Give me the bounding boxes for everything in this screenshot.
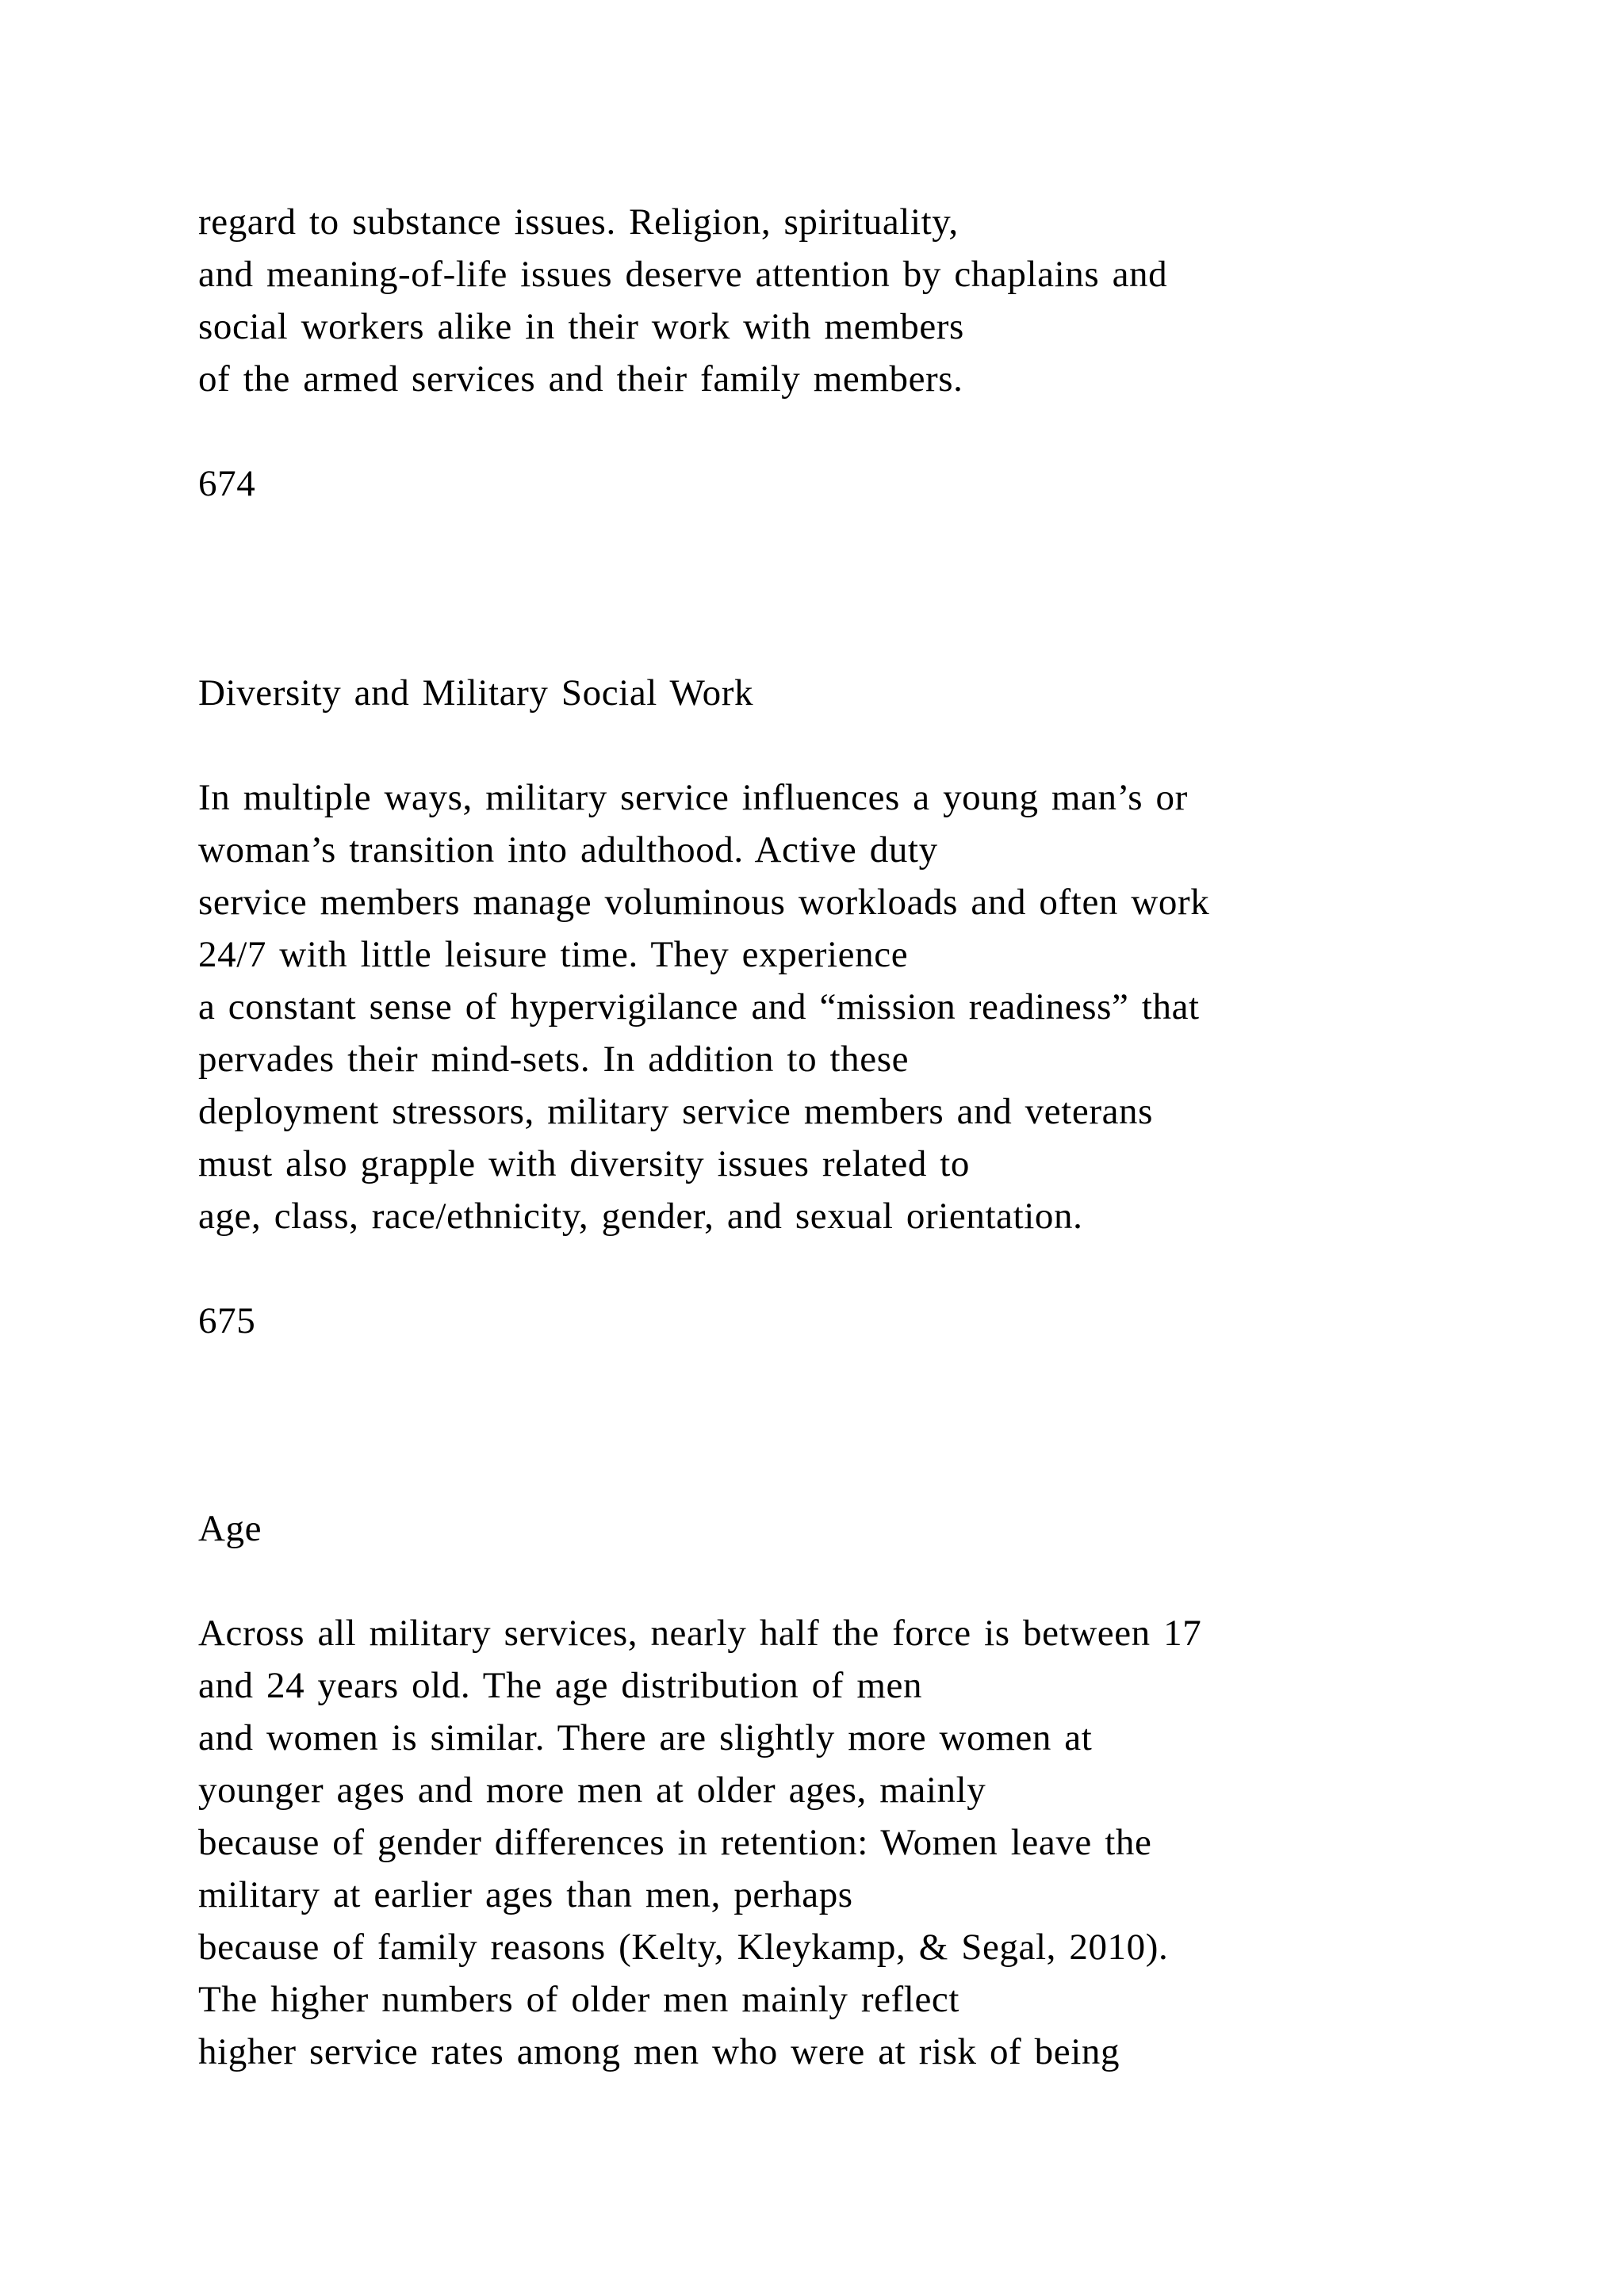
paragraph-line: younger ages and more men at older ages, mainly	[198, 1770, 986, 1811]
paragraph-line: and 24 years old. The age distribution of men	[198, 1665, 923, 1706]
paragraph-line: service members manage voluminous workloads and often work	[198, 882, 1210, 923]
section-heading: Diversity and Military Social Work	[198, 672, 754, 714]
paragraph-line: In multiple ways, military service influences a young man’s or	[198, 777, 1188, 818]
paragraph-line: and meaning-of-life issues deserve attention by chaplains and	[198, 254, 1168, 295]
page-number: 675	[198, 1300, 256, 1341]
page-number: 674	[198, 463, 256, 504]
paragraph-line: of the armed services and their family members.	[198, 358, 963, 400]
paragraph-line: because of family reasons (Kelty, Kleykamp, & Segal, 2010).	[198, 1927, 1169, 1968]
section-heading: Age	[198, 1508, 262, 1549]
paragraph-line: military at earlier ages than men, perhaps	[198, 1874, 853, 1915]
paragraph-line: because of gender differences in retention: Women leave the	[198, 1822, 1152, 1863]
paragraph-line: The higher numbers of older men mainly reflect	[198, 1979, 960, 2020]
paragraph-line: woman’s transition into adulthood. Active duty	[198, 829, 938, 871]
paragraph-line: age, class, race/ethnicity, gender, and sexual orientation.	[198, 1196, 1083, 1237]
paragraph-line: regard to substance issues. Religion, spirituality,	[198, 201, 959, 243]
paragraph-line: deployment stressors, military service members and veterans	[198, 1091, 1154, 1132]
paragraph-line: must also grapple with diversity issues related to	[198, 1143, 971, 1184]
paragraph-line: Across all military services, nearly half the force is between 17	[198, 1613, 1202, 1654]
paragraph-line: and women is similar. There are slightly more women at	[198, 1717, 1093, 1758]
paragraph-line: pervades their mind-sets. In addition to these	[198, 1039, 910, 1080]
paragraph-line: 24/7 with little leisure time. They experience	[198, 934, 909, 975]
paragraph-line: higher service rates among men who were at risk of being	[198, 2031, 1120, 2072]
paragraph-line: social workers alike in their work with members	[198, 306, 964, 347]
paragraph-line: a constant sense of hypervigilance and “mission readiness” that	[198, 986, 1200, 1027]
